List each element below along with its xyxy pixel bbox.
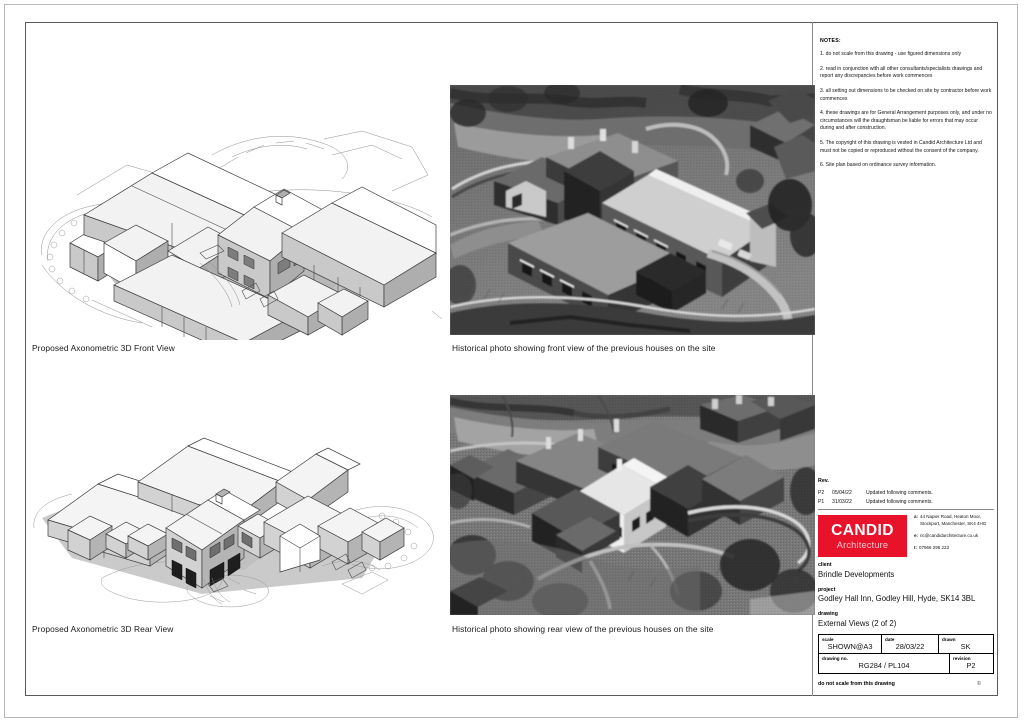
revision-date: 31/03/22 xyxy=(832,498,852,505)
revision-code: P2 xyxy=(818,490,825,496)
drawing-number-cell xyxy=(819,654,950,672)
phone-value: 07966 295 223 xyxy=(919,544,950,550)
revision-row xyxy=(818,499,994,505)
do-not-scale-note: do not scale from this drawing xyxy=(818,681,895,687)
email-line xyxy=(914,533,996,540)
scale-label: scale xyxy=(822,636,834,642)
rear-historical-photo xyxy=(450,395,815,615)
email-icon: e: xyxy=(914,532,919,538)
revision-description: Updated following comments. xyxy=(866,490,933,496)
practice-contact-block xyxy=(914,514,996,557)
address-value: 44 Napier Road, Heaton Moor, Stockport, Manchester, SK4 4HG xyxy=(920,514,987,526)
note-item-3: 3. all setting out dimensions to be checked on site by contractor before work commences xyxy=(820,87,992,102)
drawing-number-label: drawing no. xyxy=(822,655,848,661)
date-value: 28/03/22 xyxy=(895,642,925,652)
notes-panel xyxy=(820,38,992,177)
note-item-5: 5. The copyright of this drawing is vested in Candid Architecture Ltd and must not be copied or reproduced without the consent of the company. xyxy=(820,140,982,154)
revision-divider xyxy=(818,509,994,510)
project-label: project xyxy=(818,586,836,593)
logo-subtitle: Architecture xyxy=(836,540,889,550)
title-block-row-lower xyxy=(819,654,993,672)
title-block-row-upper xyxy=(819,635,993,654)
revision-date: 05/04/22 xyxy=(832,490,852,496)
candid-architecture-logo xyxy=(818,515,907,557)
logo-wordmark: CANDID xyxy=(831,522,894,539)
front-axonometric-caption: Proposed Axonometric 3D Front View xyxy=(32,343,175,353)
drawn-value: SK xyxy=(960,642,971,652)
front-historical-photo xyxy=(450,85,815,335)
note-item-1: 1. do not scale from this drawing - use figured dimensions only xyxy=(820,51,961,57)
address-line xyxy=(914,514,996,528)
revision-field-label: revision xyxy=(953,655,971,661)
client-value: Brindle Developments xyxy=(818,569,895,579)
drawn-label: drawn xyxy=(942,636,956,642)
phone-icon: t: xyxy=(914,544,917,550)
title-block-table xyxy=(818,634,994,674)
revision-field-value: P2 xyxy=(966,661,976,671)
note-item-6: 6. Site plan based on ordinance survey information. xyxy=(820,162,937,169)
front-photo-caption: Historical photo showing front view of the previous houses on the site xyxy=(452,343,716,353)
revision-code: P1 xyxy=(818,498,825,505)
revision-block xyxy=(818,478,994,510)
scale-cell xyxy=(819,635,882,653)
rear-axonometric-caption: Proposed Axonometric 3D Rear View xyxy=(32,624,174,634)
project-information-block xyxy=(818,562,994,636)
rear-photo-caption: Historical photo showing rear view of the previous houses on the site xyxy=(452,624,714,634)
project-value: Godley Hall Inn, Godley Hill, Hyde, SK14 3BL xyxy=(818,594,976,603)
copyright-icon: © xyxy=(977,681,982,687)
client-label: client xyxy=(818,562,832,568)
note-item-4: 4. these drawings are for General Arrangement purposes only, and under no circumstances will the draughtsman be liable for errors that may occur during and after construction. xyxy=(820,110,992,132)
drawing-number-value: RG284 / PL104 xyxy=(858,661,910,671)
revision-description: Updated following comments. xyxy=(866,498,933,505)
note-item-2: 2. read in conjunction with all other consultants/specialists drawings and report any discrepancies before work commences xyxy=(820,65,983,80)
drawing-value: External Views (2 of 2) xyxy=(818,618,897,628)
drawing-label: drawing xyxy=(818,611,838,617)
date-cell xyxy=(882,635,939,653)
phone-line xyxy=(914,545,996,552)
email-value[interactable]: ric@candidarchitecture.co.uk xyxy=(920,532,979,538)
notes-heading: NOTES: xyxy=(820,38,841,44)
revision-heading: Rev. xyxy=(818,478,829,484)
scale-value: SHOWN@A3 xyxy=(827,642,873,652)
date-label: date xyxy=(885,636,895,642)
drawn-cell xyxy=(939,635,992,653)
address-icon: a: xyxy=(914,514,919,519)
revision-row xyxy=(818,490,994,496)
revision-cell xyxy=(950,654,992,672)
front-axonometric-view xyxy=(32,95,442,340)
rear-axonometric-view xyxy=(32,408,442,623)
